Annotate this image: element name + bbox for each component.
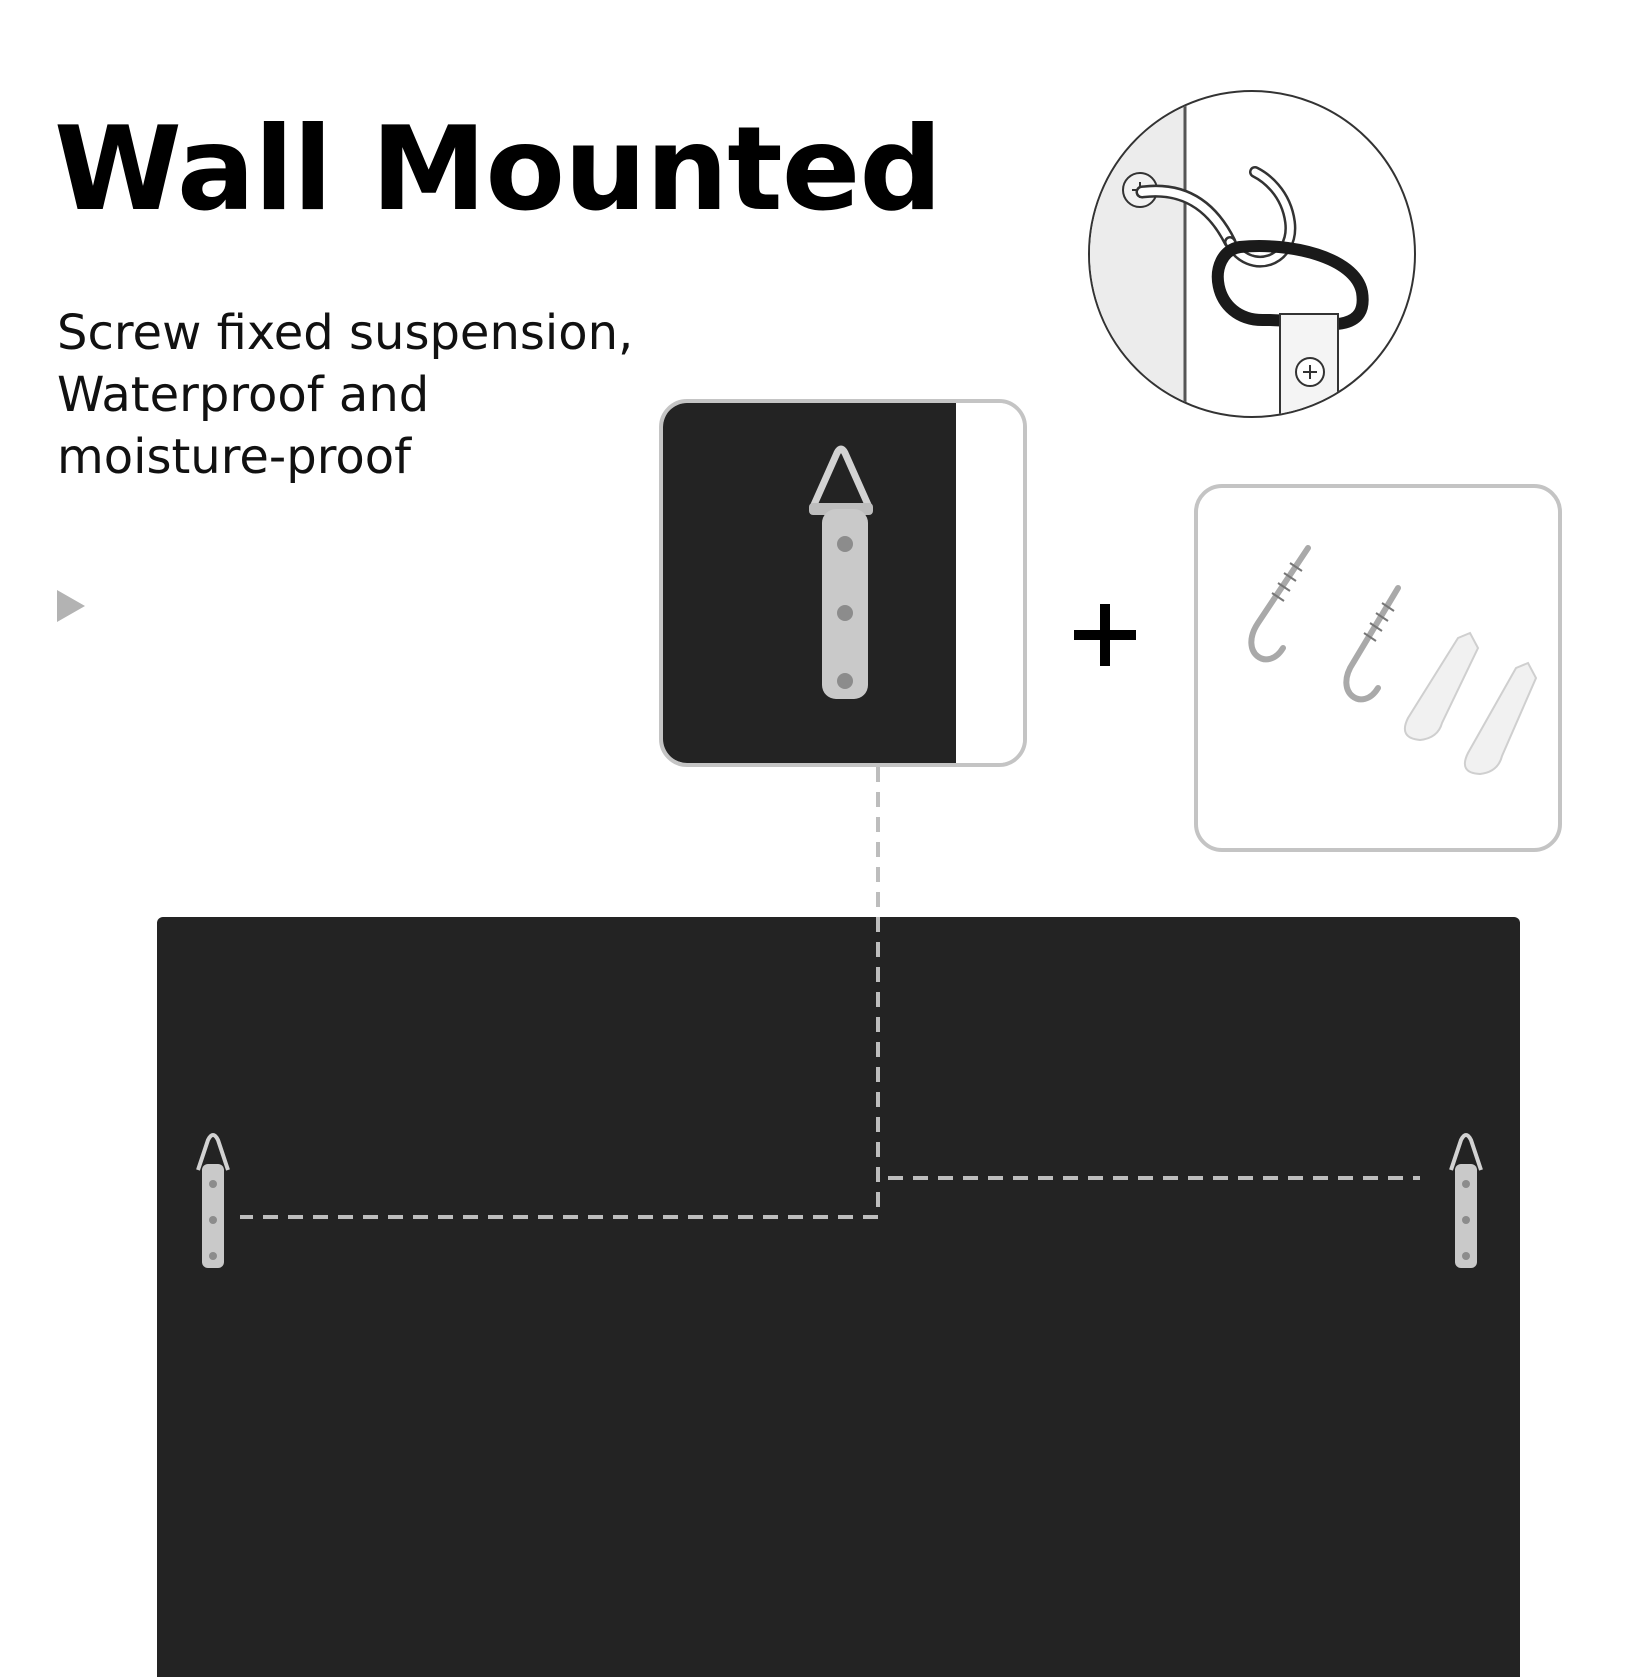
description-line-3: moisture-proof	[57, 429, 412, 485]
d-ring-hanger-left-icon	[198, 1135, 228, 1268]
page-title: Wall Mounted	[54, 102, 942, 237]
description-line-2: Waterproof and	[57, 367, 430, 423]
d-ring-hanger-right-icon	[1451, 1135, 1481, 1268]
guide-line-left	[240, 767, 878, 1217]
description-line-1: Screw fixed suspension,	[57, 305, 634, 361]
